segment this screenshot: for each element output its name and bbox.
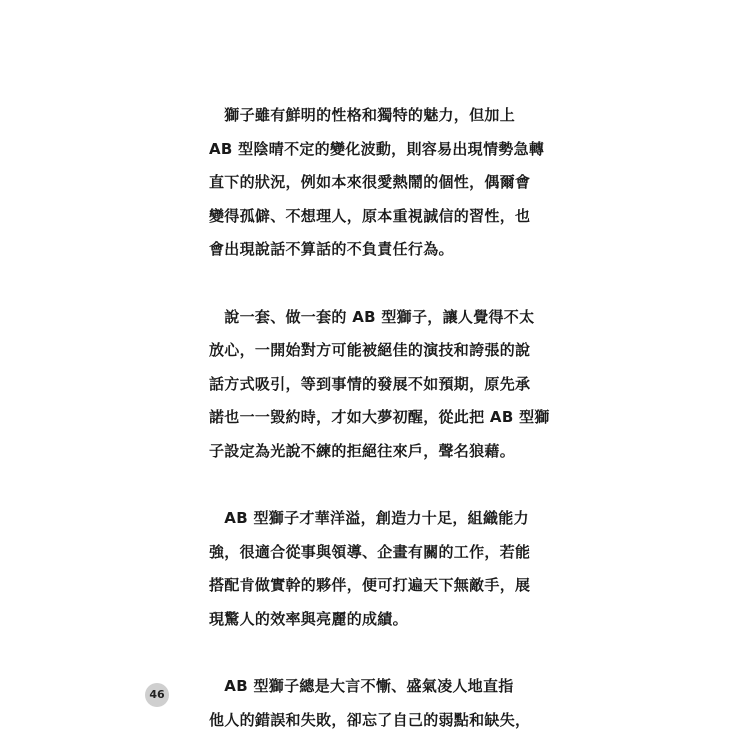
text-line: AB 型獅子才華洋溢，創造力十足，組織能力 [209,509,529,528]
paragraph [209,301,549,469]
text-line: 變得孤僻、不想理人，原本重視誠信的習性，也 [209,206,531,225]
text-line: 放心，一開始對方可能被絕佳的演技和誇張的說 [209,341,531,360]
text-line: 直下的狀況，例如本來很愛熱鬧的個性，偶爾會 [209,173,531,192]
body-text [209,99,549,737]
text-line: AB 型獅子總是大言不慚、盛氣凌人地直指 [209,677,514,696]
page-number: 46 [145,683,169,707]
paragraph [209,502,549,636]
text-line: 話方式吸引，等到事情的發展不如預期，原先承 [209,374,531,393]
text-line: 現驚人的效率與亮麗的成績。 [209,609,408,628]
text-line: 搭配肯做實幹的夥伴，便可打遍天下無敵手，展 [209,576,531,595]
text-line: 強，很適合從事與領導、企畫有關的工作，若能 [209,542,531,561]
paragraph-spacer [209,267,549,301]
text-line: 獅子雖有鮮明的性格和獨特的魅力，但加上 [209,106,516,124]
paragraph-spacer [209,637,549,671]
text-line: 會出現說話不算話的不負責任行為。 [209,240,454,259]
text-line: 他人的錯誤和失敗，卻忘了自己的弱點和缺失， [209,710,531,729]
paragraph-spacer [209,469,549,503]
text-line: 諾也一一毀約時，才如大夢初醒，從此把 AB 型獅 [209,408,550,427]
text-line: 子設定為光說不練的拒絕往來戶，聲名狼藉。 [209,441,516,460]
paragraph [209,670,549,737]
text-line: AB 型陰晴不定的變化波動，則容易出現情勢急轉 [209,139,545,158]
text-line: 說一套、做一套的 AB 型獅子，讓人覺得不太 [209,307,535,326]
paragraph [209,99,549,267]
